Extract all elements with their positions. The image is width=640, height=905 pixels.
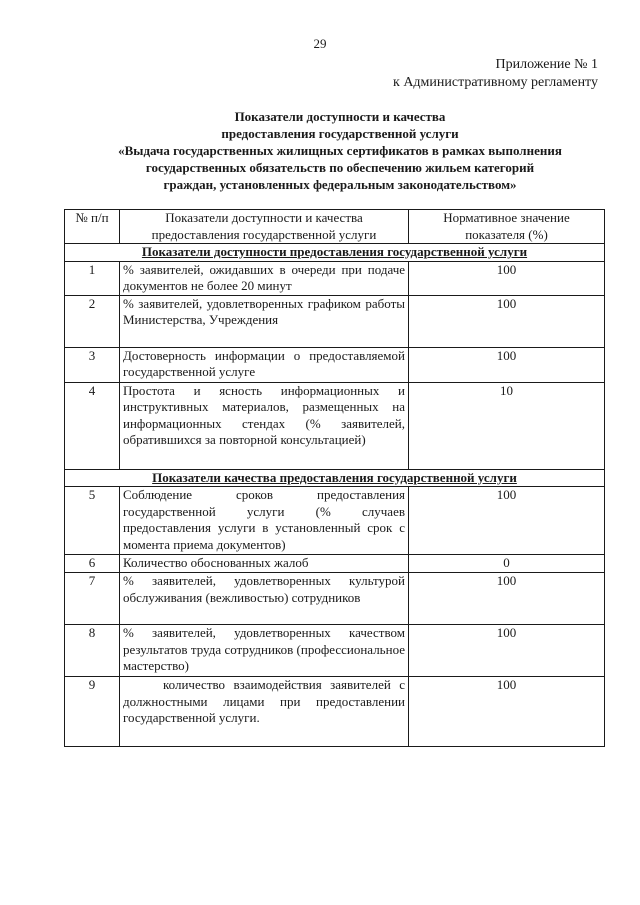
title-line-4: государственных обязательств по обеспечению жильем категорий: [145, 160, 535, 175]
table-row: [65, 677, 605, 747]
table-row: [65, 347, 605, 382]
title-line-5: граждан, установленных федеральным законодательством»: [163, 177, 517, 192]
row-value: 100: [409, 347, 605, 382]
document-title: [60, 108, 620, 193]
table-row: [65, 555, 605, 573]
table-row: [65, 261, 605, 295]
row-value: 0: [409, 555, 605, 573]
appendix-caption: [393, 56, 598, 92]
title-line-1: Показатели доступности и качества: [234, 109, 446, 124]
title-line-3: «Выдача государственных жилищных сертификатов в рамках выполнения: [118, 143, 562, 158]
appendix-line-1: Приложение № 1: [495, 57, 598, 72]
row-value: 100: [409, 295, 605, 347]
indicators-table: [64, 209, 605, 747]
page-number: 29: [313, 36, 327, 51]
row-number: 6: [65, 555, 120, 573]
row-value: 10: [409, 382, 605, 469]
row-number: 2: [65, 295, 120, 347]
row-indicator: Простота и ясность информационных и инструктивных материалов, размещенных на информационных стендах (% заявителей, обратившихся за повторной консультацией): [120, 382, 409, 469]
table-row: [65, 295, 605, 347]
row-number: 7: [65, 573, 120, 625]
row-number: 5: [65, 487, 120, 555]
row-value: 100: [409, 677, 605, 747]
appendix-line-2: к Административному регламенту: [393, 75, 598, 90]
title-line-2: предоставления государственной услуги: [221, 126, 459, 141]
table-row: [65, 573, 605, 625]
row-number: 3: [65, 347, 120, 382]
table-row: [65, 625, 605, 677]
row-number: 1: [65, 261, 120, 295]
section-title: Показатели качества предоставления государственной услуги: [65, 469, 605, 487]
row-indicator: количество взаимодействия заявителей с должностными лицами при предоставлении государственной услуги.: [120, 677, 409, 747]
section-title: Показатели доступности предоставления государственной услуги: [65, 244, 605, 262]
row-indicator: % заявителей, удовлетворенных культурой обслуживания (вежливостью) сотрудников: [120, 573, 409, 625]
row-indicator: Достоверность информации о предоставляемой государственной услуге: [120, 347, 409, 382]
header-number: № п/п: [65, 210, 120, 244]
row-value: 100: [409, 573, 605, 625]
header-value: Нормативное значение показателя (%): [409, 210, 605, 244]
row-indicator: % заявителей, удовлетворенных качеством результатов труда сотрудников (профессиональное мастерство): [120, 625, 409, 677]
row-indicator: % заявителей, удовлетворенных графиком работы Министерства, Учреждения: [120, 295, 409, 347]
row-value: 100: [409, 261, 605, 295]
row-indicator: Соблюдение сроков предоставления государственной услуги (% случаев предоставления услуги в установленный срок с момента приема документов): [120, 487, 409, 555]
section-row-quality: [65, 469, 605, 487]
header-indicator: Показатели доступности и качества предоставления государственной услуги: [120, 210, 409, 244]
row-value: 100: [409, 487, 605, 555]
row-number: 9: [65, 677, 120, 747]
row-value: 100: [409, 625, 605, 677]
table-row: [65, 487, 605, 555]
row-number: 8: [65, 625, 120, 677]
row-number: 4: [65, 382, 120, 469]
row-indicator: Количество обоснованных жалоб: [120, 555, 409, 573]
table-header-row: [65, 210, 605, 244]
row-indicator: % заявителей, ожидавших в очереди при подаче документов не более 20 минут: [120, 261, 409, 295]
table-row: [65, 382, 605, 469]
section-row-availability: [65, 244, 605, 262]
